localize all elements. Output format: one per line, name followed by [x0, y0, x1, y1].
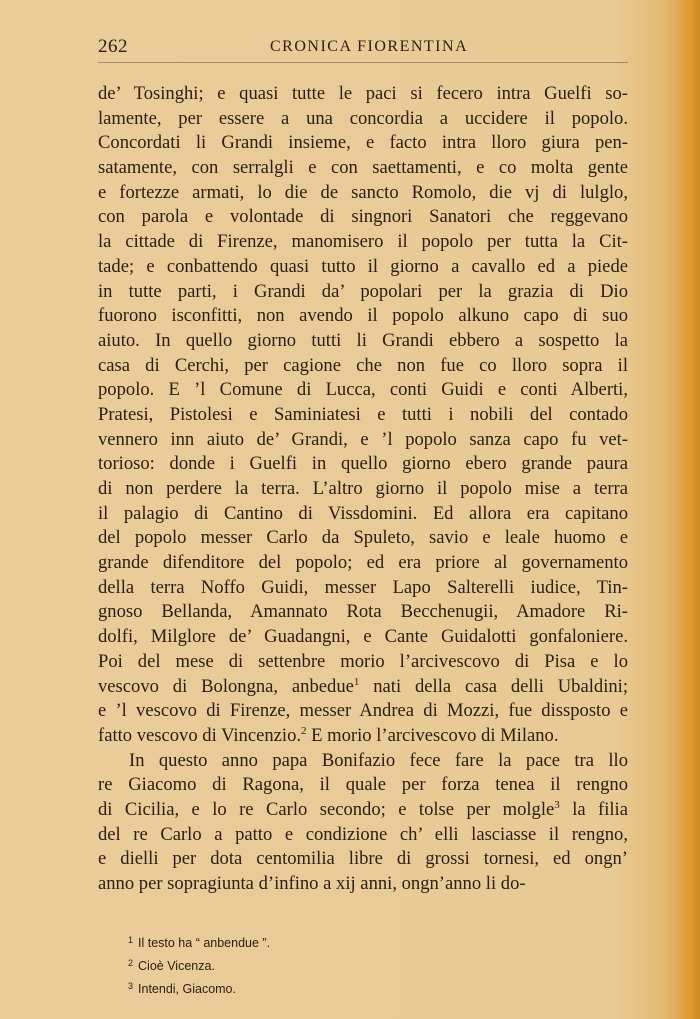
page-edge — [678, 0, 700, 1019]
text-line: vennero inn aiuto de’ Grandi, e ’l popolo sanza capo fu vet- — [98, 428, 628, 450]
footnote-1 — [128, 930, 528, 953]
text-line — [98, 798, 628, 823]
text-segment: fatto vescovo di Vincenzio. — [98, 724, 302, 746]
text-segment: nati della casa delli Ubaldini; — [359, 675, 628, 697]
text-line: lamente, per essere a una concordia a uccidere il popolo. — [98, 107, 628, 129]
text-line: gnoso Bellanda, Amannato Rota Becchenugii, Amadore Ri- — [98, 601, 628, 623]
footnote-text: Cioè Vicenza. — [138, 959, 215, 973]
text-line: dolfi, Milglore de’ Guadangni, e Cante Guidalotti gonfaloniere. — [98, 626, 628, 648]
text-line: del popolo messer Carlo da Spuleto, savio e leale huomo e — [98, 527, 628, 549]
text-line: il palagio di Cantino di Vissdomini. Ed allora era capitano — [98, 502, 628, 524]
text-line: aiuto. In quello giorno tutti li Grandi ebbero a sospetto la — [98, 329, 628, 351]
footnote-text: Intendi, Giacomo. — [138, 982, 236, 996]
footnote-ref-3[interactable]: 3 — [554, 798, 560, 811]
footnote-mark: 2 — [128, 958, 134, 968]
text-line: grande difenditore del popolo; ed era priore al governamento — [98, 552, 628, 574]
text-line: de’ Tosinghi; e quasi tutte le paci si fecero intra Guelfi so- — [98, 83, 628, 104]
text-segment: E morio l’arcivescovo di Milano. — [306, 724, 559, 746]
text-line: in tutte parti, i Grandi da’ popolari per la grazia di Dio — [98, 280, 628, 302]
header-rule — [98, 62, 628, 63]
text-line: Concordati li Grandi insieme, e facto intra lloro giura pen- — [98, 132, 628, 154]
text-line: tade; e conbattendo quasi tutto il giorno a cavallo ed a piede — [98, 255, 628, 277]
text-line: Poi del mese di settenbre morio l’arcivescovo di Pisa e lo — [98, 650, 628, 672]
text-line: fuorono isconfitti, non avendo il popolo alkuno capo di suo — [98, 305, 628, 327]
text-line: re Giacomo di Ragona, il quale per forza tenea il rengno — [98, 774, 628, 796]
text-line: della terra Noffo Guidi, messer Lapo Salterelli iudice, Tin- — [98, 576, 628, 598]
text-line: e ’l vescovo di Firenze, messer Andrea di Mozzi, fue dissposto e — [98, 700, 628, 722]
footnote-text: Il testo ha “ anbendue ”. — [138, 936, 271, 950]
text-segment: vescovo di Bolongna, anbedue — [98, 675, 354, 697]
text-line: di non perdere la terra. L’altro giorno il popolo mise a terra — [98, 478, 628, 499]
text-line: popolo. E ’l Comune di Lucca, conti Guidi e conti Alberti, — [98, 379, 628, 401]
text-line: casa di Cerchi, per cagione che non fue co lloro sopra il — [98, 354, 628, 376]
page-number: 262 — [98, 36, 128, 57]
text-line: con parola e volontade di singnori Sanatori che reggevano — [98, 206, 628, 228]
text-line: la cittade di Firenze, manomisero il popolo per tutta la Cit- — [98, 231, 628, 253]
text-line: Pratesi, Pistolesi e Saminiatesi e tutti i nobili del contado — [98, 403, 628, 425]
text-line — [98, 724, 628, 749]
footnotes — [128, 930, 528, 999]
text-line: del re Carlo a patto e condizione ch’ elli lasciasse il rengno, — [98, 823, 628, 845]
body-text — [98, 82, 628, 897]
text-line: anno per sopragiunta d’infino a xij anni, ongn’anno li do- — [98, 873, 526, 894]
text-line: e dielli per dota centomilia libre di grossi tornesi, ed ongn’ — [98, 848, 628, 870]
text-line: torioso: donde i Guelfi in quello giorno ebero grande paura — [98, 453, 628, 475]
footnote-mark: 3 — [128, 981, 134, 991]
text-line — [98, 675, 628, 700]
text-segment: la filia — [559, 798, 628, 820]
text-segment: di Cicilia, e lo re Carlo secondo; e tolse per molgle — [98, 798, 555, 820]
running-title: CRONICA FIORENTINA — [270, 38, 469, 55]
footnote-ref-2[interactable]: 2 — [301, 724, 307, 737]
footnote-mark: 1 — [128, 935, 134, 945]
footnote-ref-1[interactable]: 1 — [353, 675, 360, 688]
page-header — [98, 36, 626, 60]
text-line: satamente, con serralgli e con saettamenti, e co molta gente — [98, 157, 628, 179]
footnote-3 — [128, 976, 528, 999]
paragraph-start-line: In questo anno papa Bonifazio fece fare la pace tra llo — [129, 749, 628, 771]
text-line: e fortezze armati, lo die de sancto Romolo, die vj di lulglo, — [98, 181, 628, 203]
footnote-2 — [128, 953, 528, 976]
